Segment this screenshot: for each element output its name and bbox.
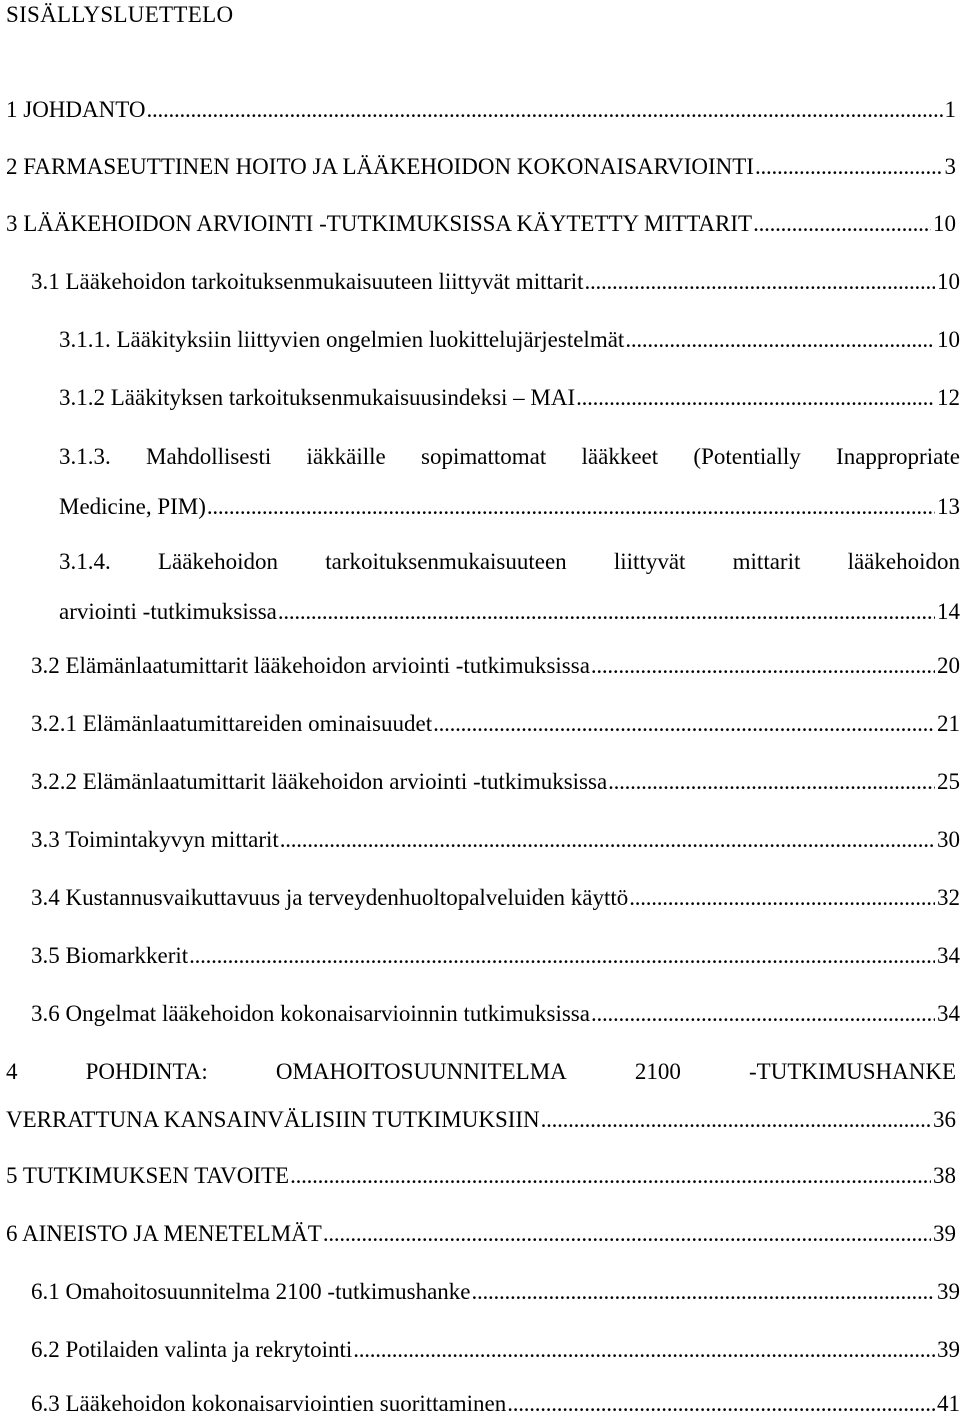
- toc-entry[interactable]: [31, 1390, 960, 1418]
- toc-entry[interactable]: [6, 1220, 956, 1248]
- toc-entry-page: 10: [937, 269, 960, 294]
- toc-entry-page: 39: [937, 1337, 960, 1362]
- toc-leader-dots: [280, 826, 935, 854]
- toc-entry-label: 3.2 Elämänlaatumittarit lääkehoidon arviointi -tutkimuksissa: [31, 653, 590, 678]
- toc-entry-page: 36: [933, 1107, 956, 1132]
- toc-entry-label: 2 FARMASEUTTINEN HOITO JA LÄÄKEHOIDON KOKONAISARVIOINTI: [6, 154, 754, 179]
- toc-heading: SISÄLLYSLUETTELO: [6, 2, 234, 27]
- toc-entry-label: 3.2.2 Elämänlaatumittarit lääkehoidon arviointi -tutkimuksissa: [31, 769, 608, 794]
- toc-entry-label: arviointi -tutkimuksissa: [59, 599, 277, 624]
- toc-entry-label: 3.6 Ongelmat lääkehoidon kokonaisarvioinnin tutkimuksissa: [31, 1001, 590, 1026]
- toc-entry-page: 39: [933, 1221, 956, 1246]
- toc-entry-page: 12: [937, 385, 960, 410]
- toc-leader-dots: [278, 598, 935, 626]
- toc-entry-label: 6 AINEISTO JA MENETELMÄT: [6, 1221, 322, 1246]
- toc-entry[interactable]: [31, 1000, 960, 1028]
- toc-leader-dots: [753, 210, 931, 238]
- toc-leader-dots: [576, 384, 935, 412]
- toc-entry-page: 32: [937, 885, 960, 910]
- toc-entry-page: 39: [937, 1279, 960, 1304]
- toc-entry[interactable]: [6, 210, 956, 238]
- toc-leader-dots: [472, 1278, 935, 1306]
- toc-entry-label: 3.1.1. Lääkityksiin liittyvien ongelmien luokittelujärjestelmät: [59, 327, 625, 352]
- toc-leader-dots: [608, 768, 935, 796]
- toc-entry[interactable]: [31, 826, 960, 854]
- toc-leader-dots: [585, 268, 935, 296]
- toc-leader-dots: [353, 1336, 935, 1364]
- toc-entry[interactable]: [6, 96, 956, 124]
- toc-entry[interactable]: [31, 710, 960, 738]
- toc-entry-page: 10: [933, 211, 956, 236]
- toc-entry[interactable]: [31, 768, 960, 796]
- toc-leader-dots: [323, 1220, 931, 1248]
- toc-entry[interactable]: [31, 1278, 960, 1306]
- toc-leader-dots: [541, 1106, 931, 1134]
- toc-entry-page: 10: [937, 327, 960, 352]
- toc-leader-dots: [189, 942, 935, 970]
- toc-entry-page: 3: [944, 154, 956, 179]
- toc-entry-label: 3.2.1 Elämänlaatumittareiden ominaisuudet: [31, 711, 433, 736]
- toc-entry-page: 14: [937, 599, 960, 624]
- toc-leader-dots: [629, 884, 935, 912]
- toc-entry-label: 3.3 Toimintakyvyn mittarit: [31, 827, 279, 852]
- toc-leader-dots: [290, 1162, 931, 1190]
- toc-entry-label: 6.2 Potilaiden valinta ja rekrytointi: [31, 1337, 353, 1362]
- toc-entry[interactable]: [31, 268, 960, 296]
- toc-entry-label: 6.3 Lääkehoidon kokonaisarviointien suorittaminen: [31, 1391, 507, 1416]
- toc-entry-page: 13: [937, 494, 960, 519]
- toc-entry-label: 3.4 Kustannusvaikuttavuus ja terveydenhuoltopalveluiden käyttö: [31, 885, 629, 910]
- toc-entry[interactable]: [59, 326, 960, 354]
- toc-entry[interactable]: [31, 884, 960, 912]
- toc-entry-label: 3.1 Lääkehoidon tarkoituksenmukaisuuteen liittyvät mittarit: [31, 269, 584, 294]
- toc-entry-page: 30: [937, 827, 960, 852]
- toc-entry[interactable]: [6, 1058, 956, 1134]
- toc-entry-label: 6.1 Omahoitosuunnitelma 2100 -tutkimushanke: [31, 1279, 471, 1304]
- toc-entry-label: 3 LÄÄKEHOIDON ARVIOINTI -TUTKIMUKSISSA KÄYTETTY MITTARIT: [6, 211, 753, 236]
- toc-entry-page: 1: [944, 97, 956, 122]
- toc-leader-dots: [591, 1000, 935, 1028]
- toc-entry-label: 1 JOHDANTO: [6, 97, 146, 122]
- toc-entry[interactable]: [6, 153, 956, 181]
- toc-leader-dots: [147, 96, 943, 124]
- toc-entry-page: 21: [937, 711, 960, 736]
- toc-entry-label: 5 TUTKIMUKSEN TAVOITE: [6, 1163, 290, 1188]
- toc-entry[interactable]: [59, 443, 960, 521]
- toc-leader-dots: [755, 153, 943, 181]
- toc-entry-label-line1: 4 POHDINTA: OMAHOITOSUUNNITELMA 2100 -TUTKIMUSHANKE: [6, 1059, 956, 1084]
- toc-entry[interactable]: [31, 652, 960, 680]
- toc-entry[interactable]: [31, 942, 960, 970]
- toc-entry-page: 25: [937, 769, 960, 794]
- toc-entry[interactable]: [6, 1162, 956, 1190]
- toc-leader-dots: [625, 326, 935, 354]
- toc-leader-dots: [591, 652, 935, 680]
- toc-entry[interactable]: [59, 548, 960, 626]
- toc-entry-page: 34: [937, 943, 960, 968]
- toc-entry[interactable]: [31, 1336, 960, 1364]
- toc-leader-dots: [207, 493, 935, 521]
- toc-entry-page: 38: [933, 1163, 956, 1188]
- toc-entry-label: VERRATTUNA KANSAINVÄLISIIN TUTKIMUKSIIN: [6, 1107, 540, 1132]
- toc-entry-page: 34: [937, 1001, 960, 1026]
- toc-leader-dots: [507, 1390, 935, 1418]
- toc-entry-page: 41: [937, 1391, 960, 1416]
- toc-entry-label-line1: 3.1.4. Lääkehoidon tarkoituksenmukaisuuteen liittyvät mittarit lääkehoidon: [59, 549, 960, 574]
- toc-entry-label: 3.5 Biomarkkerit: [31, 943, 189, 968]
- toc-entry-label-line1: 3.1.3. Mahdollisesti iäkkäille sopimattomat lääkkeet (Potentially Inappropriate: [59, 444, 960, 469]
- toc-entry-label: 3.1.2 Lääkityksen tarkoituksenmukaisuusindeksi – MAI: [59, 385, 576, 410]
- toc-entry-page: 20: [937, 653, 960, 678]
- toc-entry[interactable]: [59, 384, 960, 412]
- toc-entry-label: Medicine, PIM): [59, 494, 206, 519]
- toc-leader-dots: [433, 710, 935, 738]
